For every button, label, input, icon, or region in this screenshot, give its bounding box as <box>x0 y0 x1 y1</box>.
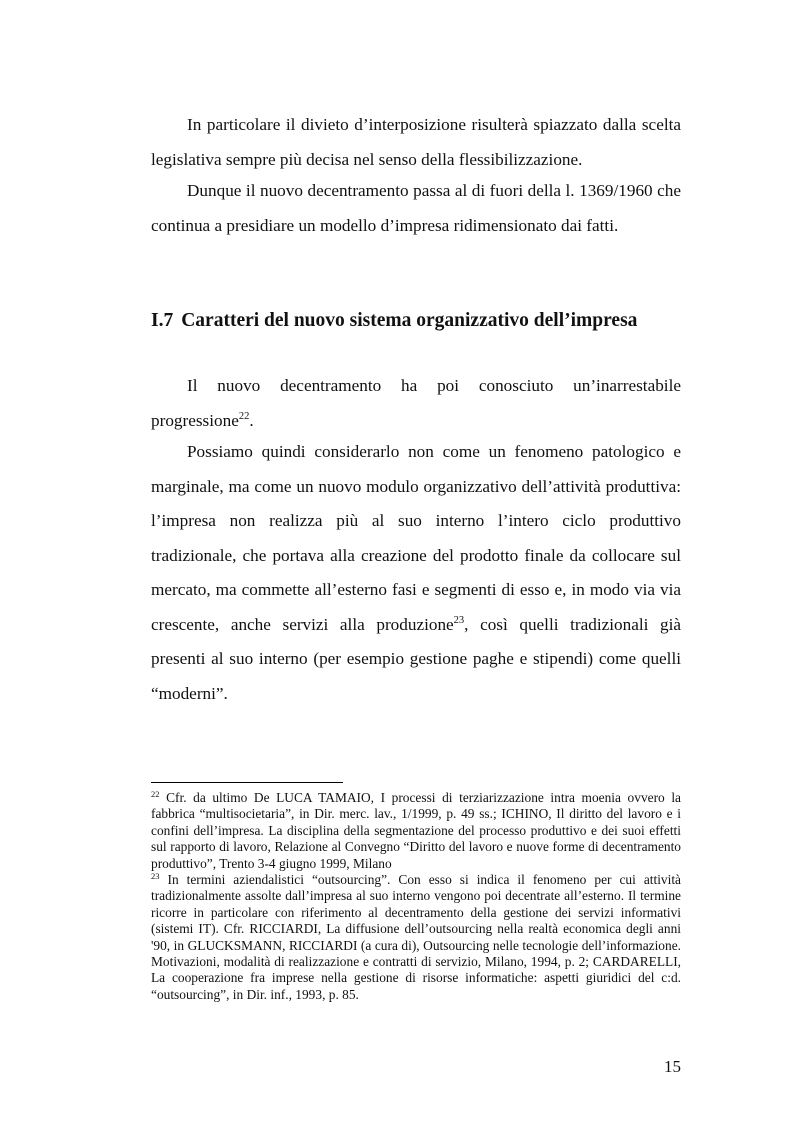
footnote-ref-22[interactable]: 22 <box>238 410 250 422</box>
paragraph-1 <box>151 108 681 177</box>
paragraph-3 <box>151 369 681 438</box>
footnote-mark: 22 <box>151 789 160 799</box>
footnotes <box>151 790 681 1003</box>
footnote-divider <box>151 782 343 783</box>
footnote-22 <box>151 790 681 872</box>
footnote-text: In termini aziendalistici “outsourcing”. Con esso si indica il fenomeno per cui attività tradizionalmente assolte dall’impresa al suo interno vengono poi decentrate all’esterno. Il termine ricorre in particolare con riferimento al decentramento della gestione dei servizi informativi (sistemi IT). Cfr. RICCIARDI, La diffusione dell’outsourcing nella realtà economica degli anni '90, in GLUCKSMANN, RICCIARDI (a cura di), Outsourcing nelle tecnologie dell’informazione. Motivazioni, modalità di realizzazione e contratti di servizio, Milano, 1994, p. 2; CARDARELLI, La cooperazione fra imprese nella gestione di risorse informatiche: aspetti giuridici del c:d. “outsourcing”, in Dir. inf., 1993, p. 85. <box>151 872 681 1002</box>
footnote-ref-23[interactable]: 23 <box>453 614 465 626</box>
section-number: I.7 <box>151 310 174 331</box>
paragraph-text <box>151 435 681 711</box>
paragraph-text <box>151 369 681 438</box>
paragraph-text: Dunque il nuovo decentramento passa al di fuori della l. 1369/1960 che continua a presidiare un modello d’impresa ridimensionato dai fatti. <box>151 181 681 235</box>
paragraph-2 <box>151 174 681 243</box>
section-heading <box>151 306 691 336</box>
paragraph-4 <box>151 435 681 711</box>
paragraph-text: In particolare il divieto d’interposizione risulterà spiazzato dalla scelta legislativa sempre più decisa nel senso della flessibilizzazione. <box>151 115 681 169</box>
paragraph-4-text: Possiamo quindi considerarlo non come un fenomeno patologico e marginale, ma come un nuovo modulo organizzativo dell’attività produttiva: l’impresa non realizza più al suo interno l’intero ciclo produttivo tradizionale, che portava alla creazione del prodotto finale da collocare sul mercato, ma commette all’esterno fasi e segmenti di esso e, in modo via via crescente, anche servizi alla produzione <box>151 442 681 634</box>
paragraph-3-text: Il nuovo decentramento ha poi conosciuto un’inarrestabile progressione <box>151 376 681 430</box>
footnote-23 <box>151 872 681 1003</box>
footnote-text: Cfr. da ultimo De LUCA TAMAIO, I processi di terziarizzazione intra moenia ovvero la fabbrica “multisocietaria”, in Dir. merc. lav., 1/1999, p. 49 ss.; ICHINO, Il diritto del lavoro e i confini dell’impresa. La disciplina della segmentazione del processo produttivo e dei suoi effetti sul rapporto di lavoro, Relazione al Convegno “Diritto del lavoro e nuove forme di decentramento produttivo”, Trento 3-4 giugno 1999, Milano <box>151 790 681 871</box>
section-title: Caratteri del nuovo sistema organizzativo dell’impresa <box>181 310 638 331</box>
paragraph-4-end: , così quelli tradizionali già presenti al suo interno (per esempio gestione paghe e stipendi) come quelli “moderni”. <box>151 614 681 703</box>
footnote-mark: 23 <box>151 871 160 882</box>
page-number: 15 <box>664 1057 681 1076</box>
paragraph-3-end: . <box>249 410 254 430</box>
